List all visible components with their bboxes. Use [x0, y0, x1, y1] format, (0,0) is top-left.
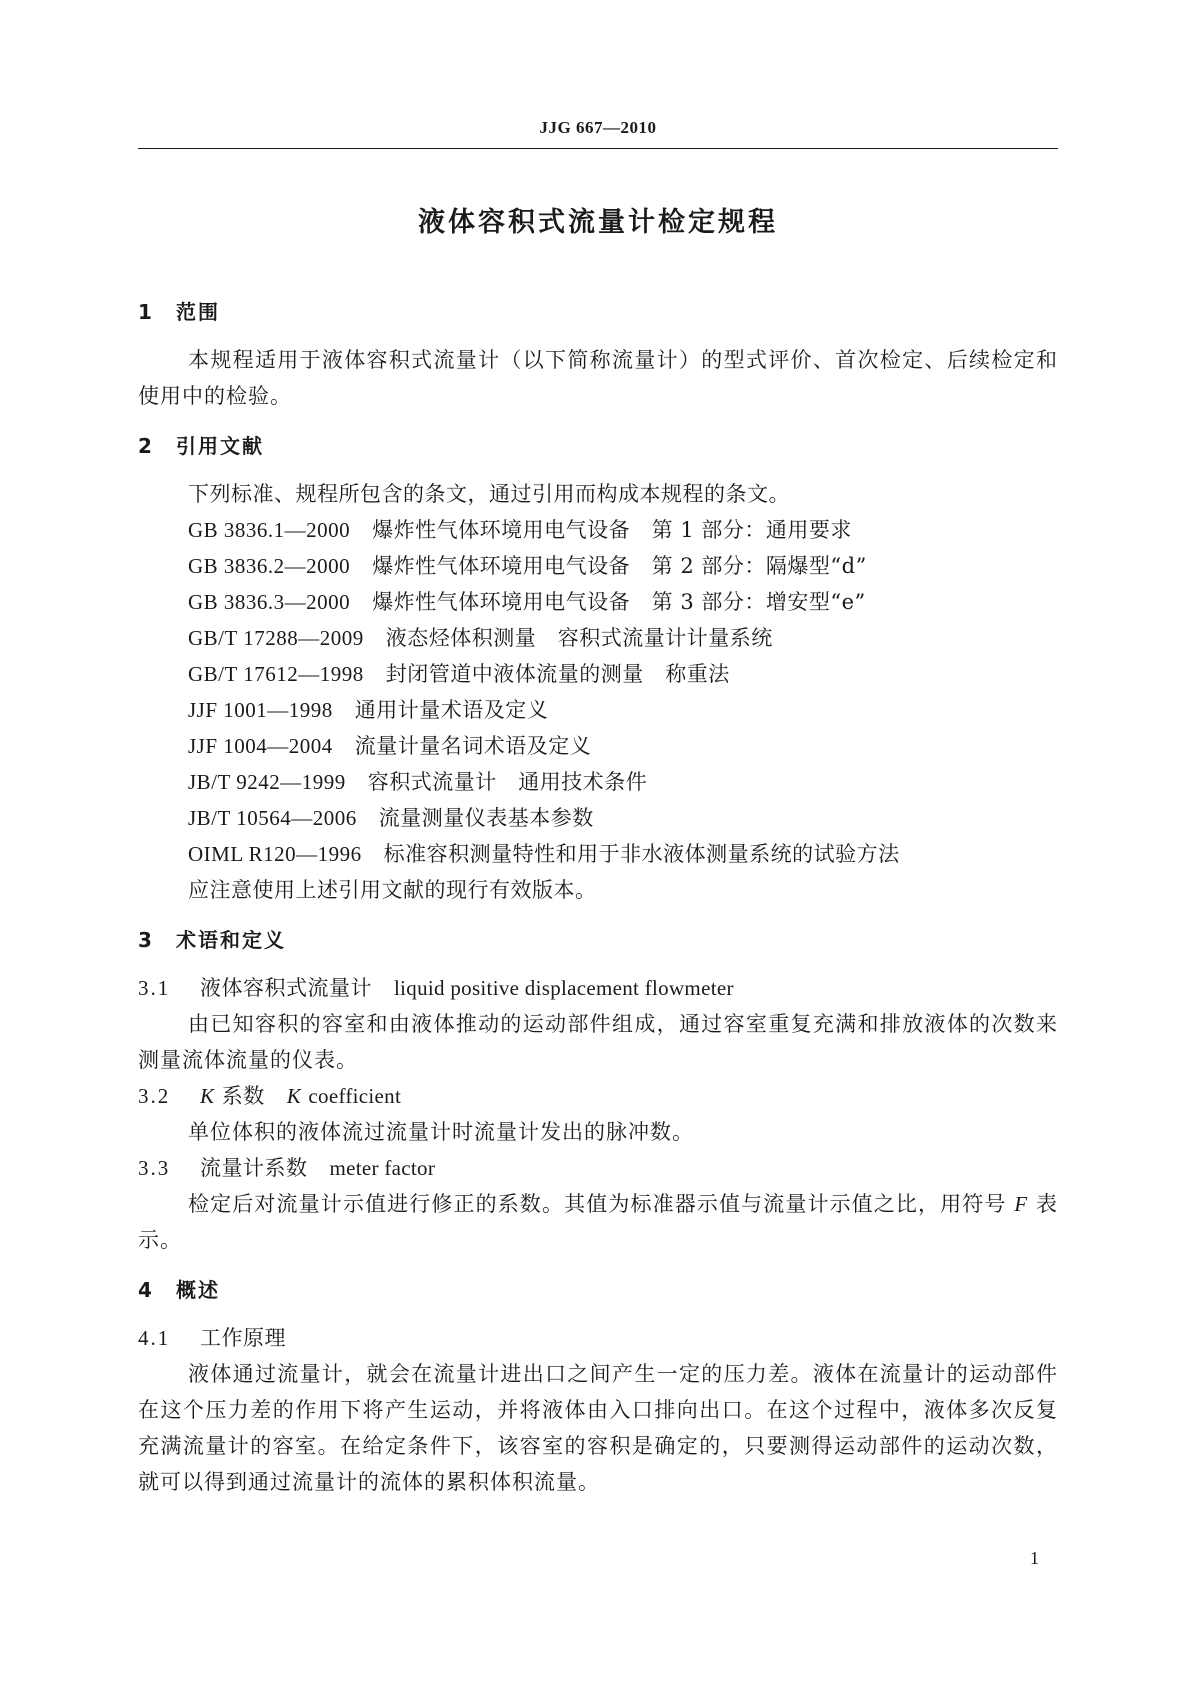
reference-item	[138, 836, 1058, 872]
reference-code: JJF 1001—1998	[188, 698, 333, 722]
term-3-2-definition: 单位体积的液体流过流量计时流量计发出的脉冲数。	[188, 1120, 694, 1144]
reference-code: GB/T 17288—2009	[188, 626, 364, 650]
term-symbol: K	[200, 1084, 215, 1108]
term-3-2	[138, 1078, 1058, 1114]
subsection-title: 工作原理	[200, 1326, 286, 1350]
term-number: 3.1	[138, 976, 171, 1000]
reference-title: 爆炸性气体环境用电气设备 第 2 部分：隔爆型“d”	[372, 554, 867, 578]
reference-item	[138, 728, 1058, 764]
term-number: 3.3	[138, 1156, 171, 1180]
section-title: 范围	[176, 300, 220, 324]
reference-item	[138, 764, 1058, 800]
term-en: coefficient	[308, 1084, 402, 1108]
term-symbol: F	[1014, 1192, 1029, 1216]
section-4-heading	[138, 1272, 1058, 1308]
term-en: meter factor	[329, 1156, 436, 1180]
header-rule	[138, 148, 1058, 149]
reference-title: 流量计量名词术语及定义	[354, 734, 592, 758]
term-zh: 液体容积式流量计	[200, 976, 372, 1000]
reference-title: 封闭管道中液体流量的测量 称重法	[385, 662, 730, 686]
scope-paragraph: 本规程适用于液体容积式流量计（以下简称流量计）的型式评价、首次检定、后续检定和使用中的检验。	[138, 348, 1058, 408]
reference-item	[138, 800, 1058, 836]
reference-code: GB 3836.1—2000	[188, 518, 351, 542]
subsection-number: 4.1	[138, 1326, 171, 1350]
term-3-3-definition	[138, 1186, 1058, 1258]
reference-item	[138, 692, 1058, 728]
term-3-3	[138, 1150, 1058, 1186]
working-principle-paragraph: 液体通过流量计，就会在流量计进出口之间产生一定的压力差。液体在流量计的运动部件在这个压力差的作用下将产生运动，并将液体由入口排向出口。在这个过程中，液体多次反复充满流量计的容室。在给定条件下，该容室的容积是确定的，只要测得运动部件的运动次数，就可以得到通过流量计的流体的累积体积流量。	[138, 1362, 1058, 1494]
reference-item	[138, 656, 1058, 692]
reference-item	[138, 512, 1058, 548]
section-number: 3	[138, 928, 152, 952]
reference-item	[138, 584, 1058, 620]
page-number: 1	[1030, 1548, 1039, 1568]
reference-code: OIML R120—1996	[188, 842, 362, 866]
section-1-heading	[138, 294, 1058, 330]
reference-title: 爆炸性气体环境用电气设备 第 3 部分：增安型“e”	[372, 590, 866, 614]
term-symbol-en: K	[286, 1084, 302, 1108]
section-number: 2	[138, 434, 152, 458]
reference-title: 液态烃体积测量 容积式流量计计量系统	[385, 626, 773, 650]
page-title: 液体容积式流量计检定规程	[418, 207, 778, 238]
reference-code: JJF 1004—2004	[188, 734, 333, 758]
subsection-4-1	[138, 1320, 1058, 1356]
definition-text-end: 表示。	[138, 1192, 1059, 1252]
term-zh: 流量计系数	[200, 1156, 308, 1180]
reference-code: JB/T 10564—2006	[188, 806, 357, 830]
section-title: 概述	[176, 1278, 220, 1302]
reference-title: 通用计量术语及定义	[354, 698, 549, 722]
term-3-1-definition: 由已知容积的容室和由液体推动的运动部件组成，通过容室重复充满和排放液体的次数来测量流体流量的仪表。	[138, 1012, 1058, 1072]
reference-item	[138, 620, 1058, 656]
reference-title: 爆炸性气体环境用电气设备 第 1 部分：通用要求	[372, 518, 852, 542]
reference-title: 流量测量仪表基本参数	[378, 806, 594, 830]
references-outro: 应注意使用上述引用文献的现行有效版本。	[188, 878, 597, 902]
term-number: 3.2	[138, 1084, 171, 1108]
section-title: 引用文献	[176, 434, 264, 458]
section-title: 术语和定义	[176, 928, 286, 952]
section-3-heading	[138, 922, 1058, 958]
reference-code: GB 3836.2—2000	[188, 554, 351, 578]
reference-title: 容积式流量计 通用技术条件	[367, 770, 648, 794]
document-body	[138, 294, 1058, 1500]
reference-title: 标准容积测量特性和用于非水液体测量系统的试验方法	[383, 842, 900, 866]
reference-code: GB 3836.3—2000	[188, 590, 351, 614]
reference-code: GB/T 17612—1998	[188, 662, 364, 686]
reference-item	[138, 548, 1058, 584]
definition-text: 检定后对流量计示值进行修正的系数。其值为标准器示值与流量计示值之比，用符号	[188, 1192, 1007, 1216]
section-2-heading	[138, 428, 1058, 464]
document-header: JJG 667—2010	[539, 118, 657, 137]
section-number: 1	[138, 300, 152, 324]
section-number: 4	[138, 1278, 152, 1302]
term-en: liquid positive displacement flowmeter	[394, 976, 734, 1000]
reference-code: JB/T 9242—1999	[188, 770, 346, 794]
term-3-1	[138, 970, 1058, 1006]
references-intro: 下列标准、规程所包含的条文，通过引用而构成本规程的条文。	[188, 482, 790, 506]
term-zh: 系数	[221, 1084, 265, 1108]
